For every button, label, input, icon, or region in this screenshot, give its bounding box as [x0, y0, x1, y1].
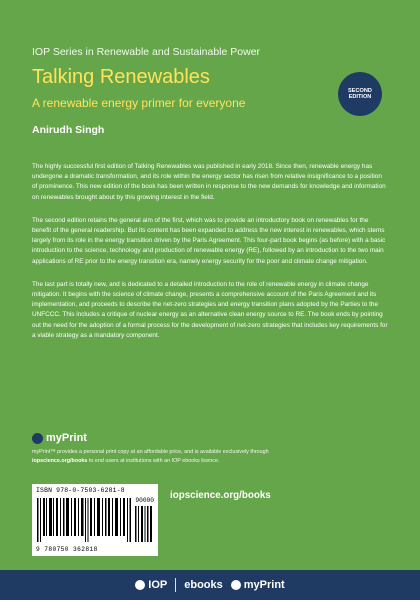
- myprint-logo-text: myPrint: [46, 432, 87, 444]
- barcode-bars-icon: [37, 498, 153, 542]
- isbn-barcode: [32, 484, 158, 556]
- myprint-footer-logo: [231, 579, 285, 591]
- iop-circle-icon: [135, 580, 145, 590]
- myprint-logo: [32, 432, 388, 444]
- description-paragraph-1: The highly successful first edition of Talking Renewables was published in early 2018. Since then, renewable energy has undergone a dramatic transformation, and its role within the energy sector has risen from relative insignificance to a position of prominence. This new edition of the book has been written in response to the new demands for knowledge and information on renewables brought about by this growing interest in the field.: [32, 163, 386, 201]
- publisher-footer: [0, 570, 420, 600]
- myprint-description: [32, 448, 388, 465]
- iop-label: IOP: [148, 579, 168, 591]
- isbn-addon: 90000: [135, 497, 154, 504]
- description-block: [32, 162, 388, 354]
- myprint-text-line2: to end users at institutions with an IOP ebooks licence.: [87, 457, 220, 464]
- edition-badge-line1: SECOND: [348, 87, 372, 94]
- edition-badge: [338, 72, 382, 116]
- iop-ebooks-logo: [135, 579, 167, 591]
- website-url[interactable]: iopscience.org/books: [170, 490, 271, 501]
- book-subtitle: A renewable energy primer for everyone: [32, 96, 246, 110]
- book-title: Talking Renewables: [32, 66, 210, 88]
- description-paragraph-3: The last part is totally new, and is dedicated to a detailed introduction to the role of renewable energy in climate change mitigation. It begins with the science of climate change, presents a comprehensive account of the Paris Agreement and its implementation, and proceeds to describe the net-zero strategies and energy transition plans adopted by the Parties to the UNFCCC. This includes a critique of nuclear energy as an alternative clean energy source to RE. The book ends by pointing out the need for the adoption of a formal process for the development of net-zero strategies that includes key requirements for a viable strategy as a mandatory component.: [32, 280, 388, 339]
- footer-divider: [175, 578, 176, 592]
- series-name: IOP Series in Renewable and Sustainable Power: [32, 46, 261, 58]
- author-name: Anirudh Singh: [32, 124, 105, 136]
- description-paragraph-2: The second edition retains the general aim of the first, which was to provide an introductory book on renewables for the benefit of the general readership. But its content has been expanded to address the new interest in renewables, which stems largely from its role in the energy transition driven by the Paris Agreement. This four-part book begins (as before) with a basic introduction to the science, technology and production of renewable energy (RE), followed by an introduction to the two main applications of RE prior to the energy transition era, namely energy security for the poor and climate change mitigation.: [32, 216, 386, 265]
- edition-badge-line2: EDITION: [348, 94, 372, 100]
- isbn-number: ISBN 978-0-7503-6281-8: [36, 487, 125, 494]
- myprint-circle-icon: [32, 433, 43, 444]
- ebooks-label: ebooks: [184, 579, 223, 591]
- barcode-digits: 9 780750 362818: [36, 546, 98, 553]
- myprint-text-line1: myPrint™ provides a personal print copy at an affordable price, and is available exclusively through: [32, 449, 269, 455]
- myprint-link[interactable]: iopscience.org/books: [32, 457, 88, 464]
- myprint-footer-label: myPrint: [243, 579, 285, 591]
- myprint-footer-circle-icon: [231, 580, 241, 590]
- myprint-section: [32, 432, 388, 465]
